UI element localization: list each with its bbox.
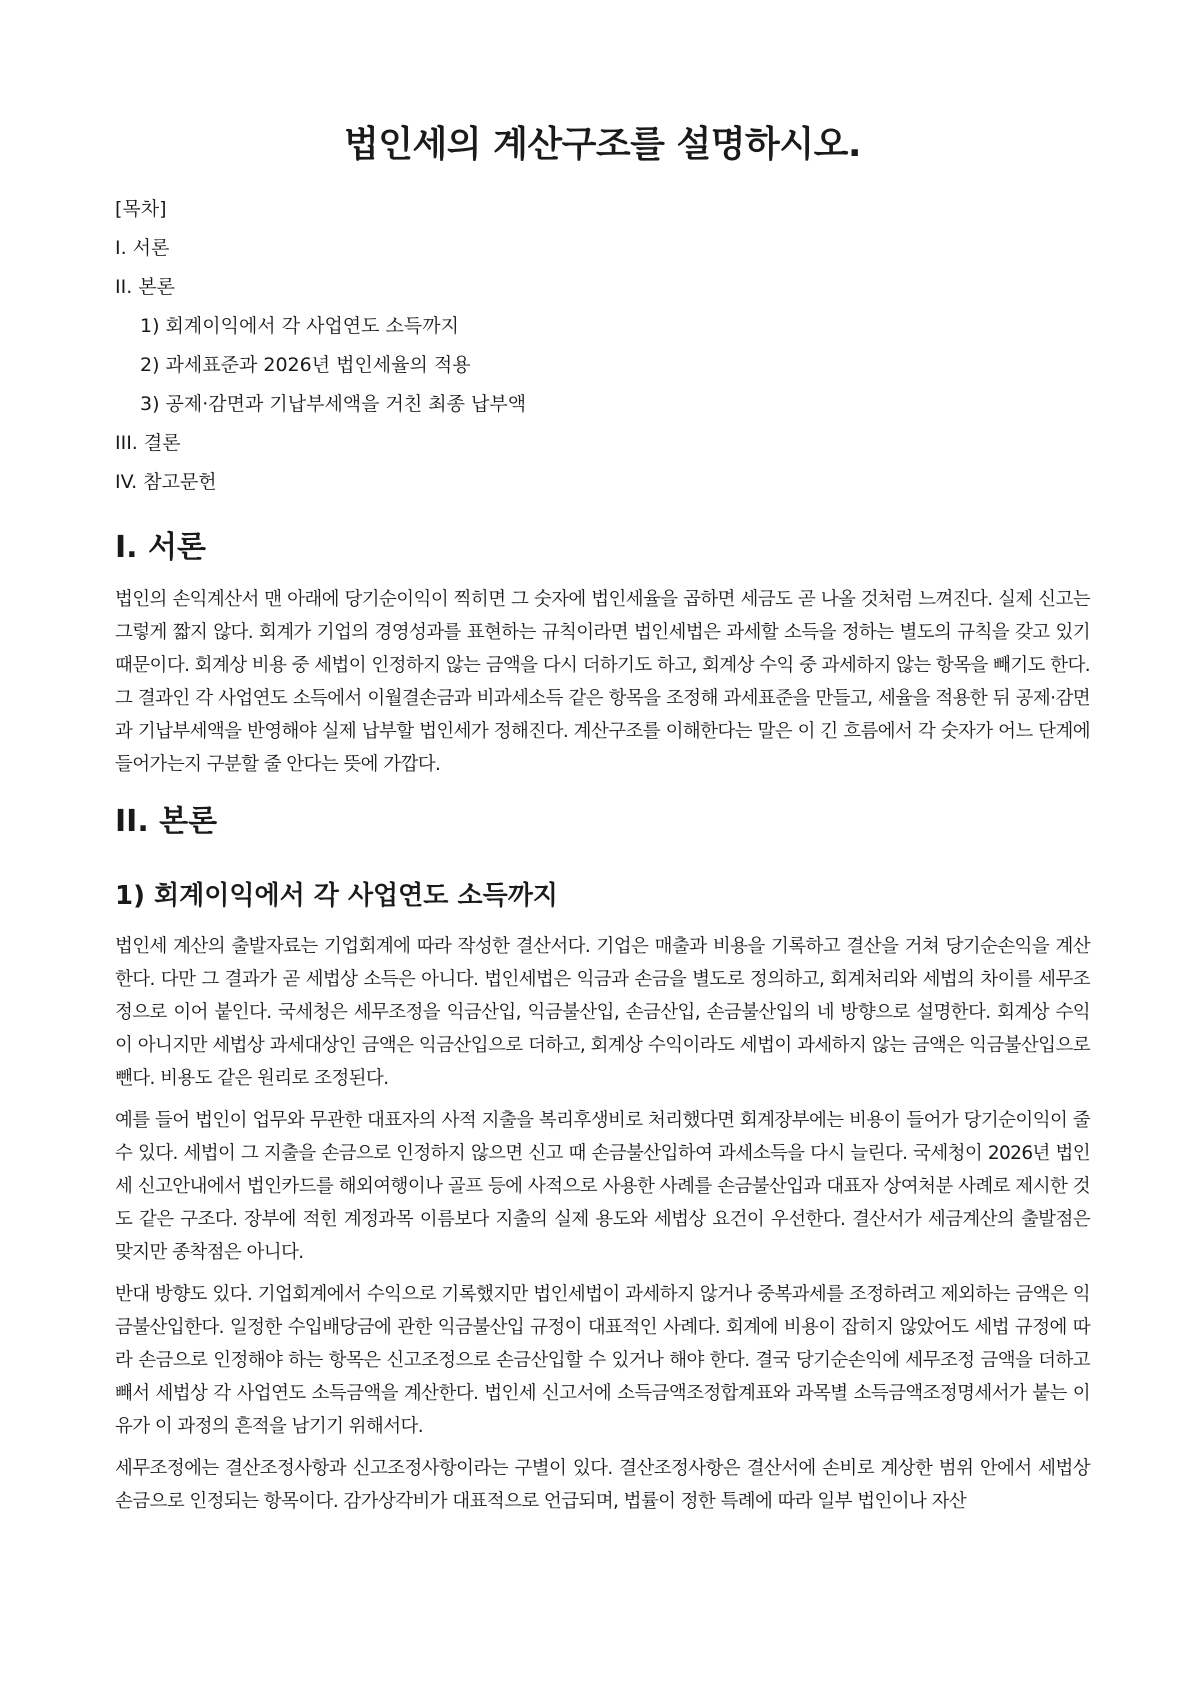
subsection-heading: 1) 회계이익에서 각 사업연도 소득까지 (115, 881, 558, 911)
body-paragraph: 반대 방향도 있다. 기업회계에서 수익으로 기록했지만 법인세법이 과세하지 않거나 중복과세를 조정하려고 제외하는 금액은 익금불산입한다. 일정한 수입배당금에 관한 익금불산입 규정이 대표적인 사례다. 회계에 비용이 잡히지 않았어도 세법 규정에 따라 손금으로 인정해야 하는 항목은 신고조정으로 손금산입할 수 있거나 해야 한다. 결국 당기순손익에 세무조정 금액을 더하고 빼서 세법상 각 사업연도 소득금액을 계산한다. 법인세 신고서에 소득금액조정합계표와 과목별 소득금액조정명세서가 붙는 이유가 이 과정의 흔적을 남기기 위해서다. (115, 1284, 1090, 1437)
section-heading-introduction: I. 서론 (115, 530, 206, 565)
toc-item: II. 본론 (115, 276, 175, 298)
toc-item: 2) 과세표준과 2026년 법인세율의 적용 (140, 354, 471, 376)
body-paragraph: 법인세 계산의 출발자료는 기업회계에 따라 작성한 결산서다. 기업은 매출과 비용을 기록하고 결산을 거쳐 당기순손익을 계산한다. 다만 그 결과가 곧 세법상 소득은 아니다. 법인세법은 익금과 손금을 별도로 정의하고, 회계처리와 세법의 차이를 세무조정으로 이어 붙인다. 국세청은 세무조정을 익금산입, 익금불산입, 손금산입, 손금불산입의 네 방향으로 설명한다. 회계상 수익이 아니지만 세법상 과세대상인 금액은 익금산입으로 더하고, 회계상 수익이라도 세법이 과세하지 않는 금액은 익금불산입으로 뺀다. 비용도 같은 원리로 조정된다. (115, 936, 1090, 1089)
toc-item: I. 서론 (115, 237, 170, 259)
toc-item: III. 결론 (115, 432, 181, 454)
body-paragraph: 세무조정에는 결산조정사항과 신고조정사항이라는 구별이 있다. 결산조정사항은 결산서에 손비로 계상한 범위 안에서 세법상 손금으로 인정되는 항목이다. 감가상각비가 대표적으로 언급되며, 법률이 정한 특례에 따라 일부 법인이나 자산 (115, 1458, 1090, 1512)
section-heading-body: II. 본론 (115, 804, 218, 839)
document-title: 법인세의 계산구조를 설명하시오. (343, 124, 862, 165)
table-of-contents (115, 190, 1090, 502)
body-paragraph: 예를 들어 법인이 업무와 무관한 대표자의 사적 지출을 복리후생비로 처리했다면 회계장부에는 비용이 들어가 당기순이익이 줄 수 있다. 세법이 그 지출을 손금으로 인정하지 않으면 신고 때 손금불산입하여 과세소득을 다시 늘린다. 국세청이 2026년 법인세 신고안내에서 법인카드를 해외여행이나 골프 등에 사적으로 사용한 사례를 손금불산입과 대표자 상여처분 사례로 제시한 것도 같은 구조다. 장부에 적힌 계정과목 이름보다 지출의 실제 용도와 세법상 요건이 우선한다. 결산서가 세금계산의 출발점은 맞지만 종착점은 아니다. (115, 1110, 1090, 1263)
toc-item: 1) 회계이익에서 각 사업연도 소득까지 (140, 315, 459, 337)
toc-heading: [목차] (115, 198, 167, 220)
document-page (115, 0, 1090, 1518)
toc-item: 3) 공제·감면과 기납부세액을 거친 최종 납부액 (140, 393, 527, 415)
introduction-paragraph: 법인의 손익계산서 맨 아래에 당기순이익이 찍히면 그 숫자에 법인세율을 곱하면 세금도 곧 나올 것처럼 느껴진다. 실제 신고는 그렇게 짧지 않다. 회계가 기업의 경영성과를 표현하는 규칙이라면 법인세법은 과세할 소득을 정하는 별도의 규칙을 갖고 있기 때문이다. 회계상 비용 중 세법이 인정하지 않는 금액을 다시 더하기도 하고, 회계상 수익 중 과세하지 않는 항목을 빼기도 한다. 그 결과인 각 사업연도 소득에서 이월결손금과 비과세소득 같은 항목을 조정해 과세표준을 만들고, 세율을 적용한 뒤 공제·감면과 기납부세액을 반영해야 실제 납부할 법인세가 정해진다. 계산구조를 이해한다는 말은 이 긴 흐름에서 각 숫자가 어느 단계에 들어가는지 구분할 줄 안다는 뜻에 가깝다. (115, 589, 1090, 775)
toc-item: IV. 참고문헌 (115, 471, 217, 493)
